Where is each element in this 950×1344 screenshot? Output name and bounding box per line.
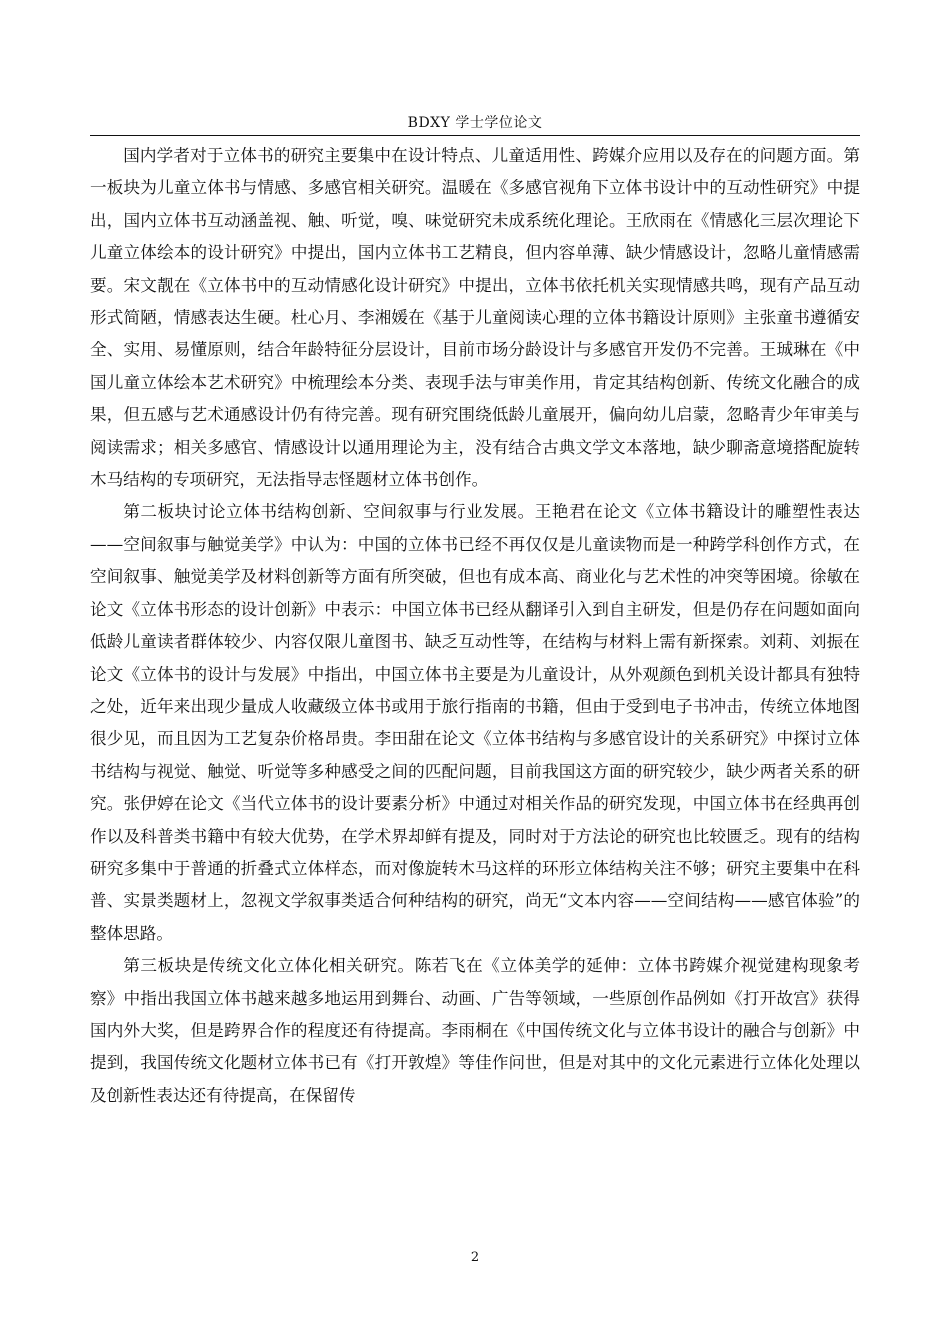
paragraph-second-section: 第二板块讨论立体书结构创新、空间叙事与行业发展。王艳君在论文《立体书籍设计的雕塑性表达——空间叙事与触觉美学》中认为：中国的立体书已经不再仅仅是儿童读物而是一种跨学科创作方式，在空间叙事、触觉美学及材料创新等方面有所突破，但也有成本高、商业化与艺术性的冲突等困境。徐敏在论文《立体书形态的设计创新》中表示：中国立体书已经从翻译引入到自主研发，但是仍存在问题如面向低龄儿童读者群体较少、内容仅限儿童图书、缺乏互动性等，在结构与材料上需有新探索。刘莉、刘振在论文《立体书的设计与发展》中指出，中国立体书主要是为儿童设计，从外观颜色到机关设计都具有独特之处，近年来出现少量成人收藏级立体书或用于旅行指南的书籍，但由于受到电子书冲击，传统立体地图很少见，而且因为工艺复杂价格昂贵。李田甜在论文《立体书结构与多感官设计的关系研究》中探讨立体书结构与视觉、触觉、听觉等多种感受之间的匹配问题，目前我国这方面的研究较少，缺少两者关系的研究。张伊婷在论文《当代立体书的设计要素分析》中通过对相关作品的研究发现，中国立体书在经典再创作以及科普类书籍中有较大优势，在学术界却鲜有提及，同时对于方法论的研究也比较匮乏。现有的结构研究多集中于普通的折叠式立体样态，而对像旋转木马这样的环形立体结构关注不够；研究主要集中在科普、实景类题材上，忽视文学叙事类适合何种结构的研究，尚无“文本内容——空间结构——感官体验”的整体思路。 <box>90 502 860 943</box>
page-header: BDXY 学士学位论文 <box>407 115 543 131</box>
page-number: 2 <box>470 1250 480 1265</box>
body-text <box>90 140 860 1112</box>
header-divider <box>90 135 860 136</box>
paragraph-first-section: 国内学者对于立体书的研究主要集中在设计特点、儿童适用性、跨媒介应用以及存在的问题方面。第一板块为儿童立体书与情感、多感官相关研究。温暖在《多感官视角下立体书设计中的互动性研究》中提出，国内立体书互动涵盖视、触、听觉，嗅、味觉研究未成系统化理论。王欣雨在《情感化三层次理论下儿童立体绘本的设计研究》中提出，国内立体书工艺精良，但内容单薄、缺少情感设计，忽略儿童情感需要。宋文靓在《立体书中的互动情感化设计研究》中提出，立体书依托机关实现情感共鸣，现有产品互动形式简陋，情感表达生硬。杜心月、李湘媛在《基于儿童阅读心理的立体书籍设计原则》主张童书遵循安全、实用、易懂原则，结合年龄特征分层设计，目前市场分龄设计与多感官开发仍不完善。王珹琳在《中国儿童立体绘本艺术研究》中梳理绘本分类、表现手法与审美作用，肯定其结构创新、传统文化融合的成果，但五感与艺术通感设计仍有待完善。现有研究围绕低龄儿童展开，偏向幼儿启蒙，忽略青少年审美与阅读需求；相关多感官、情感设计以通用理论为主，没有结合古典文学文本落地，缺少聊斋意境搭配旋转木马结构的专项研究，无法指导志怪题材立体书创作。 <box>90 146 860 490</box>
paragraph-third-section: 第三板块是传统文化立体化相关研究。陈若飞在《立体美学的延伸：立体书跨媒介视觉建构现象考察》中指出我国立体书越来越多地运用到舞台、动画、广告等领域，一些原创作品例如《打开故宫》获得国内外大奖，但是跨界合作的程度还有待提高。李雨桐在《中国传统文化与立体书设计的融合与创新》中提到，我国传统文化题材立体书已有《打开敦煌》等佳作问世，但是对其中的文化元素进行立体化处理以及创新性表达还有待提高，在保留传 <box>90 956 860 1105</box>
